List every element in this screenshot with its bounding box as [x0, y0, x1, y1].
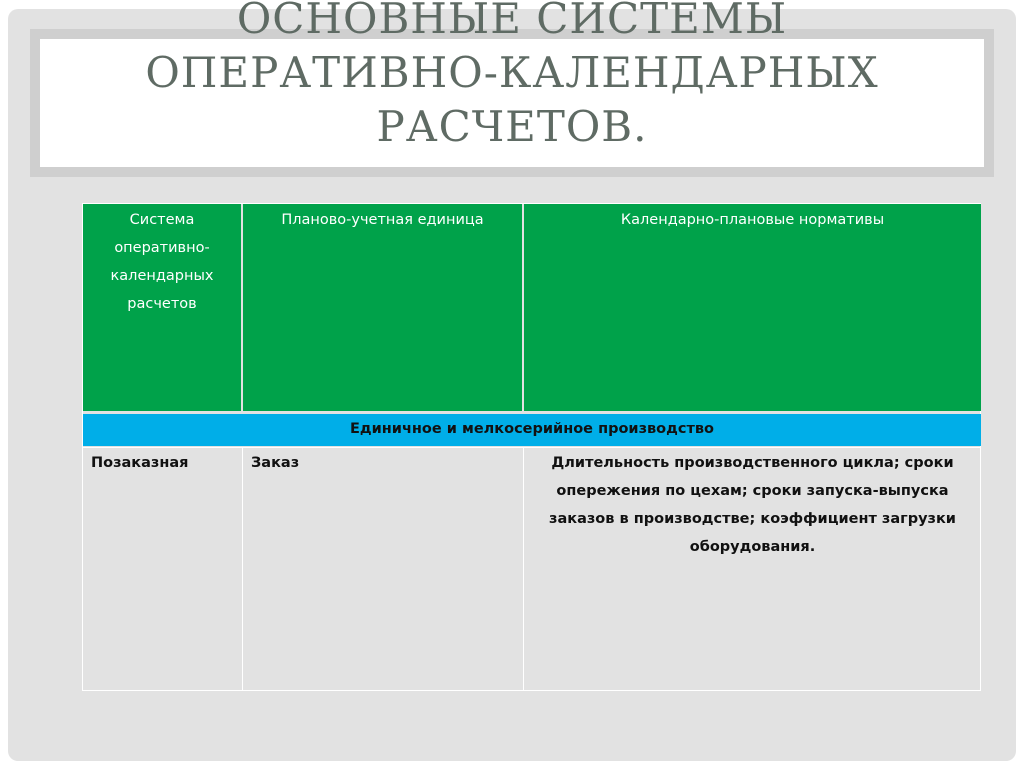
section-row-single-production: Единичное и мелкосерийное производство [83, 414, 981, 446]
systems-table [82, 203, 981, 691]
header-system: Система оперативно-календарных расчетов [83, 204, 241, 411]
header-planning-unit: Планово-учетная единица [243, 204, 522, 411]
cell-planning-unit: Заказ [251, 455, 300, 471]
row-divider [83, 447, 981, 448]
cell-system-name: Позаказная [91, 455, 189, 471]
cell-calendar-norms: Длительность производственного цикла; сроки опережения по цехам; сроки запуска-выпуска заказов в производстве; коэффициент загрузки оборудования. [549, 455, 956, 555]
slide-title: ОСНОВНЫЕ СИСТЕМЫ ОПЕРАТИВНО-КАЛЕНДАРНЫХ РАСЧЕТОВ. [145, 0, 879, 151]
column-divider [242, 448, 243, 691]
header-calendar-norms: Календарно-плановые нормативы [524, 204, 981, 411]
